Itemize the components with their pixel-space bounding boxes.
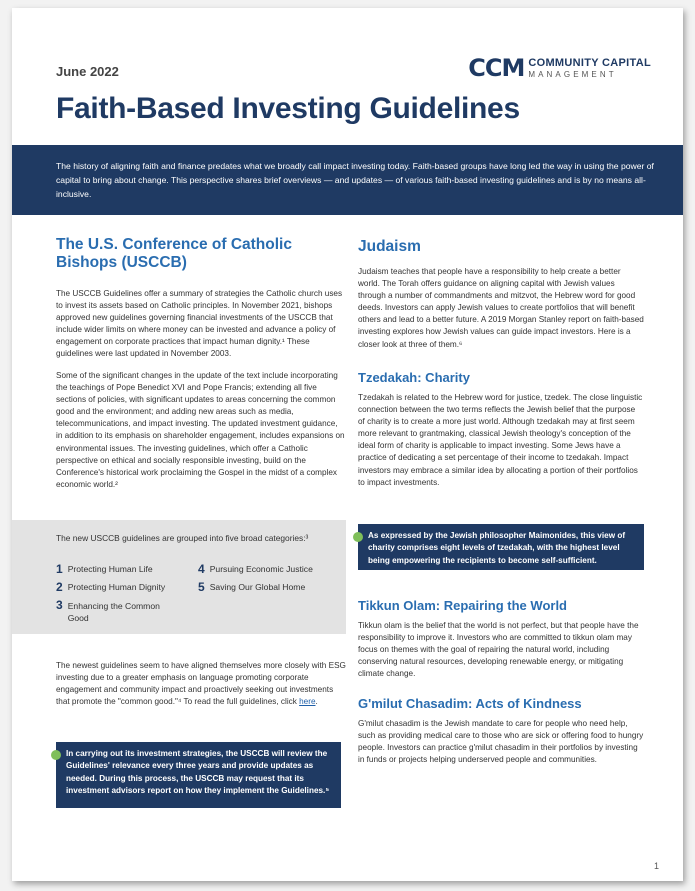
- category-label: Protecting Human Dignity: [67, 582, 166, 592]
- company-logo: [468, 54, 651, 82]
- logo-wordmark: [528, 58, 651, 79]
- category-number: 1: [56, 562, 63, 576]
- usccb-paragraph-3-text: The newest guidelines seem to have aligned themselves more closely with ESG investing due to a greater emphasis on language promoting corporate engagement and community impact and proactively seeking out investments that promote the "common good."⁴ To read the full guidelines, click: [56, 661, 346, 707]
- usccb-paragraph-1: The USCCB Guidelines offer a summary of strategies the Catholic church uses to invest its assets based on Catholic principles. In November 2021, bishops approved new guidelines governing financial investments of the USCCB that include wider limits on where money can be invested and advance a policy of engagement on corporate practices that impact human dignity.¹ These guidelines were last updated in November 2003.: [56, 289, 343, 359]
- category-number: 4: [198, 562, 205, 576]
- guidelines-link[interactable]: here: [299, 697, 316, 707]
- category-number: 5: [198, 580, 205, 594]
- page-number: 1: [653, 861, 659, 871]
- logo-line-2: MANAGEMENT: [528, 69, 617, 79]
- judaism-paragraph: Judaism teaches that people have a responsibility to help create a better world. The Torah offers guidance on aligning capital with Jewish values through a number of commandments and mitzvot, the Hebrew word for good deeds. Investors can apply Jewish values to create portfolios that will benefit others and lead to a better future. A 2019 Morgan Stanley report on faith-based investing explores how Jewish values can guide impact investors. Here is a closer look at three of them.⁶: [358, 267, 644, 349]
- logo-line-1: COMMUNITY CAPITAL: [528, 56, 651, 69]
- tikkun-heading: Tikkun Olam: Repairing the World: [358, 598, 567, 613]
- usccb-paragraph-3-end: .: [315, 697, 318, 707]
- maimonides-callout-text: As expressed by the Jewish philosopher Maimonides, this view of charity comprises eight levels of tzedakah, with the highest level being empowering the recipients to become self-sufficient.: [368, 531, 626, 565]
- category-item: [56, 600, 181, 624]
- gmilut-heading: G'milut Chasadim: Acts of Kindness: [358, 696, 582, 711]
- category-label: Saving Our Global Home: [209, 582, 306, 592]
- usccb-callout-text: In carrying out its investment strategies, the USCCB will review the Guidelines' relevance every three years and provide updates as needed. During this process, the USCCB may request that its investment advisors report on how they implement the Guidelines.⁵: [66, 749, 330, 796]
- document-page: [12, 8, 683, 881]
- category-item: [198, 564, 313, 575]
- callout-dot-icon: [353, 532, 363, 542]
- gmilut-paragraph: G'milut chasadim is the Jewish mandate to care for people who need help, such as providing medical care to those who are sick or offering food to hungry people. Investors can practice g'milut chasadim in their portfolios by investing in funds or projects helping underserved people and communities.: [358, 719, 644, 765]
- category-number: 3: [56, 598, 63, 612]
- usccb-heading: The U.S. Conference of Catholic Bishops (USCCB): [56, 236, 292, 271]
- usccb-callout: [56, 742, 341, 808]
- publication-date: June 2022: [56, 64, 119, 79]
- category-label: Pursuing Economic Justice: [209, 564, 313, 574]
- maimonides-callout: [358, 524, 644, 570]
- category-label: Protecting Human Life: [67, 564, 153, 574]
- judaism-heading: Judaism: [358, 238, 421, 255]
- intro-banner: [12, 145, 683, 215]
- category-label: Enhancing the Common Good: [67, 601, 160, 623]
- category-item: [198, 582, 305, 593]
- category-item: [56, 564, 153, 575]
- usccb-paragraph-3: [56, 660, 346, 708]
- tzedakah-paragraph: Tzedakah is related to the Hebrew word for justice, tzedek. The close linguistic connection between the two terms reflects the Jewish belief that the purpose of charity is to create a more just world. Although tzedakah may at first seem more relevant to grantmaking, classical Jewish theology's conception of the ideal form of charity is applicable to impact investing. Some Jews have a practice of dedicating a set percentage of their income to tzedakah. Impact investors may embrace a similar idea by allocating a portion of their portfolios to impact investments.: [358, 393, 643, 487]
- tikkun-paragraph: Tikkun olam is the belief that the world is not perfect, but that people have the responsibility to improve it. Investors who are committed to tikkun olam may focus on themes with the goal of repairing the natural world, including conserving natural resources, developing renewable energy, or mitigating climate change.: [358, 621, 639, 679]
- categories-box: [12, 520, 346, 634]
- tzedakah-heading: Tzedakah: Charity: [358, 370, 470, 385]
- logo-mark: CCM: [468, 54, 525, 82]
- usccb-paragraph-2: Some of the significant changes in the update of the text include incorporating the teachings of Pope Benedict XVI and Pope Francis; extending all five sections of policies, with significant updates to areas concerning the common good and the environment; and adding new areas such as media, telecommunications, and impact investing. The updated investment guidance, in addition to its emphasis on shareholder engagement, includes expansions on environmental issues. The investing guidelines, which offer a Catholic perspective on ethical and socially responsible investing, build on the Conference's historical work proclaiming the Gospel in the midst of a complex economic world.²: [56, 371, 345, 489]
- callout-dot-icon: [51, 750, 61, 760]
- intro-text: The history of aligning faith and finance predates what we broadly call impact investing today. Faith-based groups have long led the way in using the power of capital to bring about change. This perspective shares brief overviews — and updates — of various faith-based investing guidelines and is by no means all-inclusive.: [56, 161, 654, 199]
- page-title: Faith-Based Investing Guidelines: [56, 92, 520, 125]
- category-item: [56, 582, 165, 593]
- category-number: 2: [56, 580, 63, 594]
- categories-lead: The new USCCB guidelines are grouped into five broad categories:³: [56, 533, 309, 543]
